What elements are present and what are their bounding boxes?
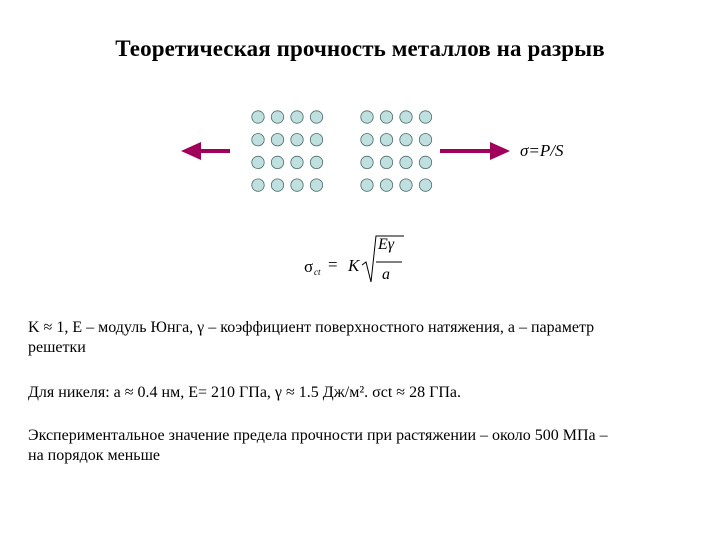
experimental-line-2: на порядок меньше bbox=[28, 447, 161, 464]
left-atom bbox=[271, 134, 283, 146]
left-atom bbox=[291, 156, 303, 168]
right-atom bbox=[419, 111, 431, 123]
right-atom bbox=[361, 111, 373, 123]
left-atom bbox=[271, 111, 283, 123]
right-atom bbox=[361, 134, 373, 146]
left-atom bbox=[291, 134, 303, 146]
right-atom bbox=[400, 134, 412, 146]
equation-sigma: σ bbox=[304, 257, 314, 276]
left-atom bbox=[310, 134, 322, 146]
right-atom bbox=[361, 179, 373, 191]
slide-title: Теоретическая прочность металлов на разрыв bbox=[115, 36, 605, 61]
strength-equation bbox=[300, 232, 410, 292]
left-atom bbox=[310, 156, 322, 168]
equation-coefficient: K bbox=[348, 256, 360, 275]
right-atom bbox=[380, 156, 392, 168]
right-atom bbox=[380, 179, 392, 191]
equation-denominator: a bbox=[382, 266, 390, 283]
left-atom bbox=[271, 179, 283, 191]
right-atom bbox=[400, 111, 412, 123]
right-atom bbox=[419, 179, 431, 191]
equation-subscript: ct bbox=[314, 267, 321, 277]
right-atom bbox=[361, 156, 373, 168]
left-atom bbox=[252, 134, 264, 146]
right-atom bbox=[380, 111, 392, 123]
left-atom bbox=[252, 156, 264, 168]
experimental-paragraph bbox=[28, 426, 698, 466]
definitions-line-2: решетки bbox=[28, 339, 86, 356]
right-arrow bbox=[440, 142, 510, 160]
experimental-line-1: Экспериментальное значение предела прочности при растяжении – около 500 МПа – bbox=[28, 427, 608, 444]
left-arrow bbox=[181, 142, 230, 160]
stress-formula-label: σ=P/S bbox=[520, 141, 564, 160]
equation-numerator: Eγ bbox=[378, 236, 395, 253]
left-atom bbox=[291, 111, 303, 123]
right-atom bbox=[400, 179, 412, 191]
equation-equals: = bbox=[328, 255, 338, 274]
atom-lattice bbox=[252, 111, 432, 192]
left-atom bbox=[291, 179, 303, 191]
right-atom bbox=[419, 134, 431, 146]
right-atom bbox=[419, 156, 431, 168]
right-atom bbox=[380, 134, 392, 146]
left-atom bbox=[252, 179, 264, 191]
left-atom bbox=[271, 156, 283, 168]
right-atom bbox=[400, 156, 412, 168]
definitions-line-1: K ≈ 1, E – модуль Юнга, γ – коэффициент поверхностного натяжения, a – параметр bbox=[28, 319, 595, 336]
left-atom bbox=[310, 179, 322, 191]
nickel-paragraph: Для никеля: a ≈ 0.4 нм, E= 210 ГПа, γ ≈ 1.5 Дж/м². σct ≈ 28 ГПа. bbox=[28, 384, 461, 401]
definitions-paragraph bbox=[28, 318, 698, 358]
left-atom bbox=[252, 111, 264, 123]
left-atom bbox=[310, 111, 322, 123]
